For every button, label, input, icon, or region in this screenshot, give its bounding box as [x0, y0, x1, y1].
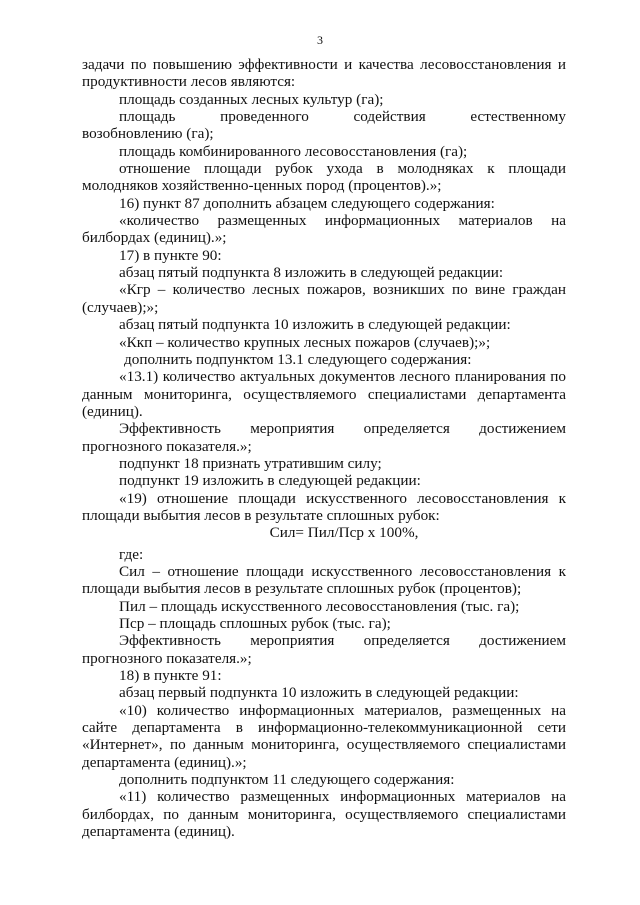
text-line: задачи по повышению эффективности и качества лесовосстановления и — [82, 56, 566, 73]
text-line: абзац пятый подпункта 8 изложить в следующей редакции: — [119, 264, 504, 282]
text-line: 17) в пункте 90: — [119, 246, 222, 264]
text-line: Сил – отношение площади искусственного лесовосстановления к — [119, 562, 566, 580]
page-number: 3 — [317, 33, 323, 47]
text-line: Пср – площадь сплошных рубок (тыс. га); — [119, 615, 391, 632]
text-line: данным мониторинга, осуществляемого специалистами департамента — [82, 385, 566, 403]
text-line: «13.1) количество актуальных документов лесного планирования по — [119, 368, 566, 386]
text-line: департамента (единиц).»; — [82, 753, 247, 771]
document-body — [82, 56, 566, 840]
text-line: возобновлению (га); — [82, 125, 214, 143]
text-line: «Ккп – количество крупных лесных пожаров (случаев);»; — [119, 333, 491, 351]
text-line: площади выбытия лесов в результате сплошных рубок: — [82, 506, 440, 524]
text-line: площади выбытия лесов в результате сплошных рубок (процентов); — [82, 580, 522, 598]
text-line: (единиц). — [82, 402, 143, 420]
text-line: сайте департамента в информационно-телекоммуникационной сети — [82, 719, 566, 737]
text-line: молодняков хозяйственно-ценных пород (процентов).»; — [82, 177, 442, 195]
text-line: (случаев);»; — [82, 298, 159, 316]
text-line: 16) пункт 87 дополнить абзацем следующего содержания: — [119, 194, 495, 212]
text-line: «Интернет», по данным мониторинга, осуществляемого специалистами — [82, 736, 566, 754]
text-line: Эффективность мероприятия определяется достижением — [119, 420, 566, 438]
text-line: абзац пятый подпункта 10 изложить в следующей редакции: — [119, 316, 511, 334]
text-line: Эффективность мероприятия определяется достижением — [119, 632, 566, 650]
text-line: где: — [119, 545, 144, 563]
text-line: билбордах, по данным мониторинга, осуществляемого специалистами — [82, 805, 566, 823]
text-line: «19) отношение площади искусственного лесовосстановления к — [119, 489, 566, 507]
text-line: прогнозного показателя.»; — [82, 437, 252, 455]
text-line: площадь комбинированного лесовосстановления (га); — [119, 142, 468, 160]
text-line: абзац первый подпункта 10 изложить в следующей редакции: — [119, 684, 519, 702]
text-line: дополнить подпунктом 13.1 следующего содержания: — [124, 350, 472, 368]
text-line: «Кгр – количество лесных пожаров, возникших по вине граждан — [119, 281, 566, 299]
text-line: Сил= Пил/Пср х 100%, — [269, 524, 419, 542]
text-line: подпункт 18 признать утратившим силу; — [119, 454, 382, 472]
text-line: площадь проведенного содействия естественному — [119, 108, 566, 126]
text-line: продуктивности лесов являются: — [82, 73, 296, 91]
text-line: департамента (единиц). — [82, 823, 235, 841]
text-line: «количество размещенных информационных материалов на — [119, 212, 566, 230]
text-line: площадь созданных лесных культур (га); — [119, 90, 384, 108]
text-line: Пил – площадь искусственного лесовосстановления (тыс. га); — [119, 597, 520, 615]
text-line: подпункт 19 изложить в следующей редакции: — [119, 472, 421, 490]
text-line: «11) количество размещенных информационных материалов на — [119, 788, 566, 806]
text-line: билбордах (единиц).»; — [82, 229, 227, 247]
text-line: 18) в пункте 91: — [119, 667, 222, 685]
text-line: прогнозного показателя.»; — [82, 649, 252, 667]
text-line: отношение площади рубок ухода в молодняках к площади — [119, 160, 566, 178]
text-line: «10) количество информационных материалов, размещенных на — [119, 701, 566, 719]
text-line: дополнить подпунктом 11 следующего содержания: — [119, 771, 455, 789]
